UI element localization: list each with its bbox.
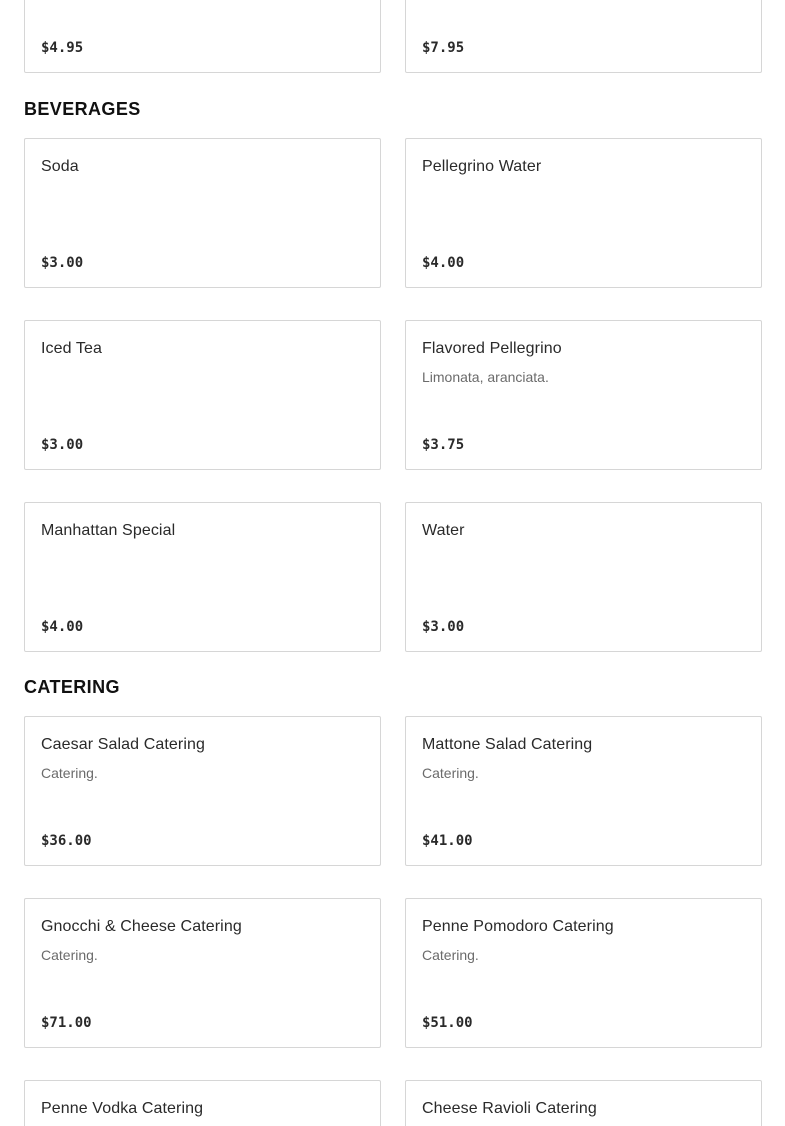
section-title-beverages: BEVERAGES [24,99,141,119]
menu-item-card-penne-pomodoro-catering[interactable] [405,898,762,1048]
menu-item-card-mattone-salad-catering[interactable] [405,716,762,866]
item-name: Penne Pomodoro Catering [422,918,614,935]
item-name: Cheese Ravioli Catering [422,1100,597,1117]
item-price: $4.00 [41,619,84,635]
item-name: Iced Tea [41,340,102,357]
item-price: $7.95 [422,40,465,56]
item-price: $3.75 [422,437,465,453]
item-price: $3.00 [41,437,84,453]
item-description: Limonata, aranciata. [422,369,549,385]
item-name: Pellegrino Water [422,158,542,175]
item-name: Penne Vodka Catering [41,1100,204,1117]
item-price: $3.00 [41,255,84,271]
menu-item-card[interactable] [405,0,762,73]
item-name: Water [422,522,465,539]
menu-item-card-water[interactable] [405,502,762,652]
item-name: Flavored Pellegrino [422,340,562,357]
item-name: Mattone Salad Catering [422,736,593,753]
menu-item-card-manhattan-special[interactable] [24,502,381,652]
item-price: $36.00 [41,833,92,849]
menu-item-card-penne-vodka-catering[interactable] [24,1080,381,1126]
item-name: Manhattan Special [41,522,176,539]
menu-item-card-caesar-salad-catering[interactable] [24,716,381,866]
item-price: $51.00 [422,1015,473,1031]
item-price: $4.00 [422,255,465,271]
item-price: $4.95 [41,40,84,56]
item-price: $3.00 [422,619,465,635]
menu-item-card[interactable] [24,0,381,73]
menu-item-card-gnocchi-cheese-catering[interactable] [24,898,381,1048]
item-name: Caesar Salad Catering [41,736,205,753]
section-title-catering: CATERING [24,677,120,697]
menu-item-card-iced-tea[interactable] [24,320,381,470]
item-description: Catering. [41,947,98,963]
menu-item-card-flavored-pellegrino[interactable] [405,320,762,470]
item-price: $71.00 [41,1015,92,1031]
item-description: Catering. [422,947,479,963]
menu-item-card-soda[interactable] [24,138,381,288]
item-description: Catering. [41,765,98,781]
menu-item-card-pellegrino-water[interactable] [405,138,762,288]
item-description: Catering. [422,765,479,781]
item-name: Gnocchi & Cheese Catering [41,918,242,935]
item-name: Soda [41,158,79,175]
item-price: $41.00 [422,833,473,849]
menu-item-card-cheese-ravioli-catering[interactable] [405,1080,762,1126]
